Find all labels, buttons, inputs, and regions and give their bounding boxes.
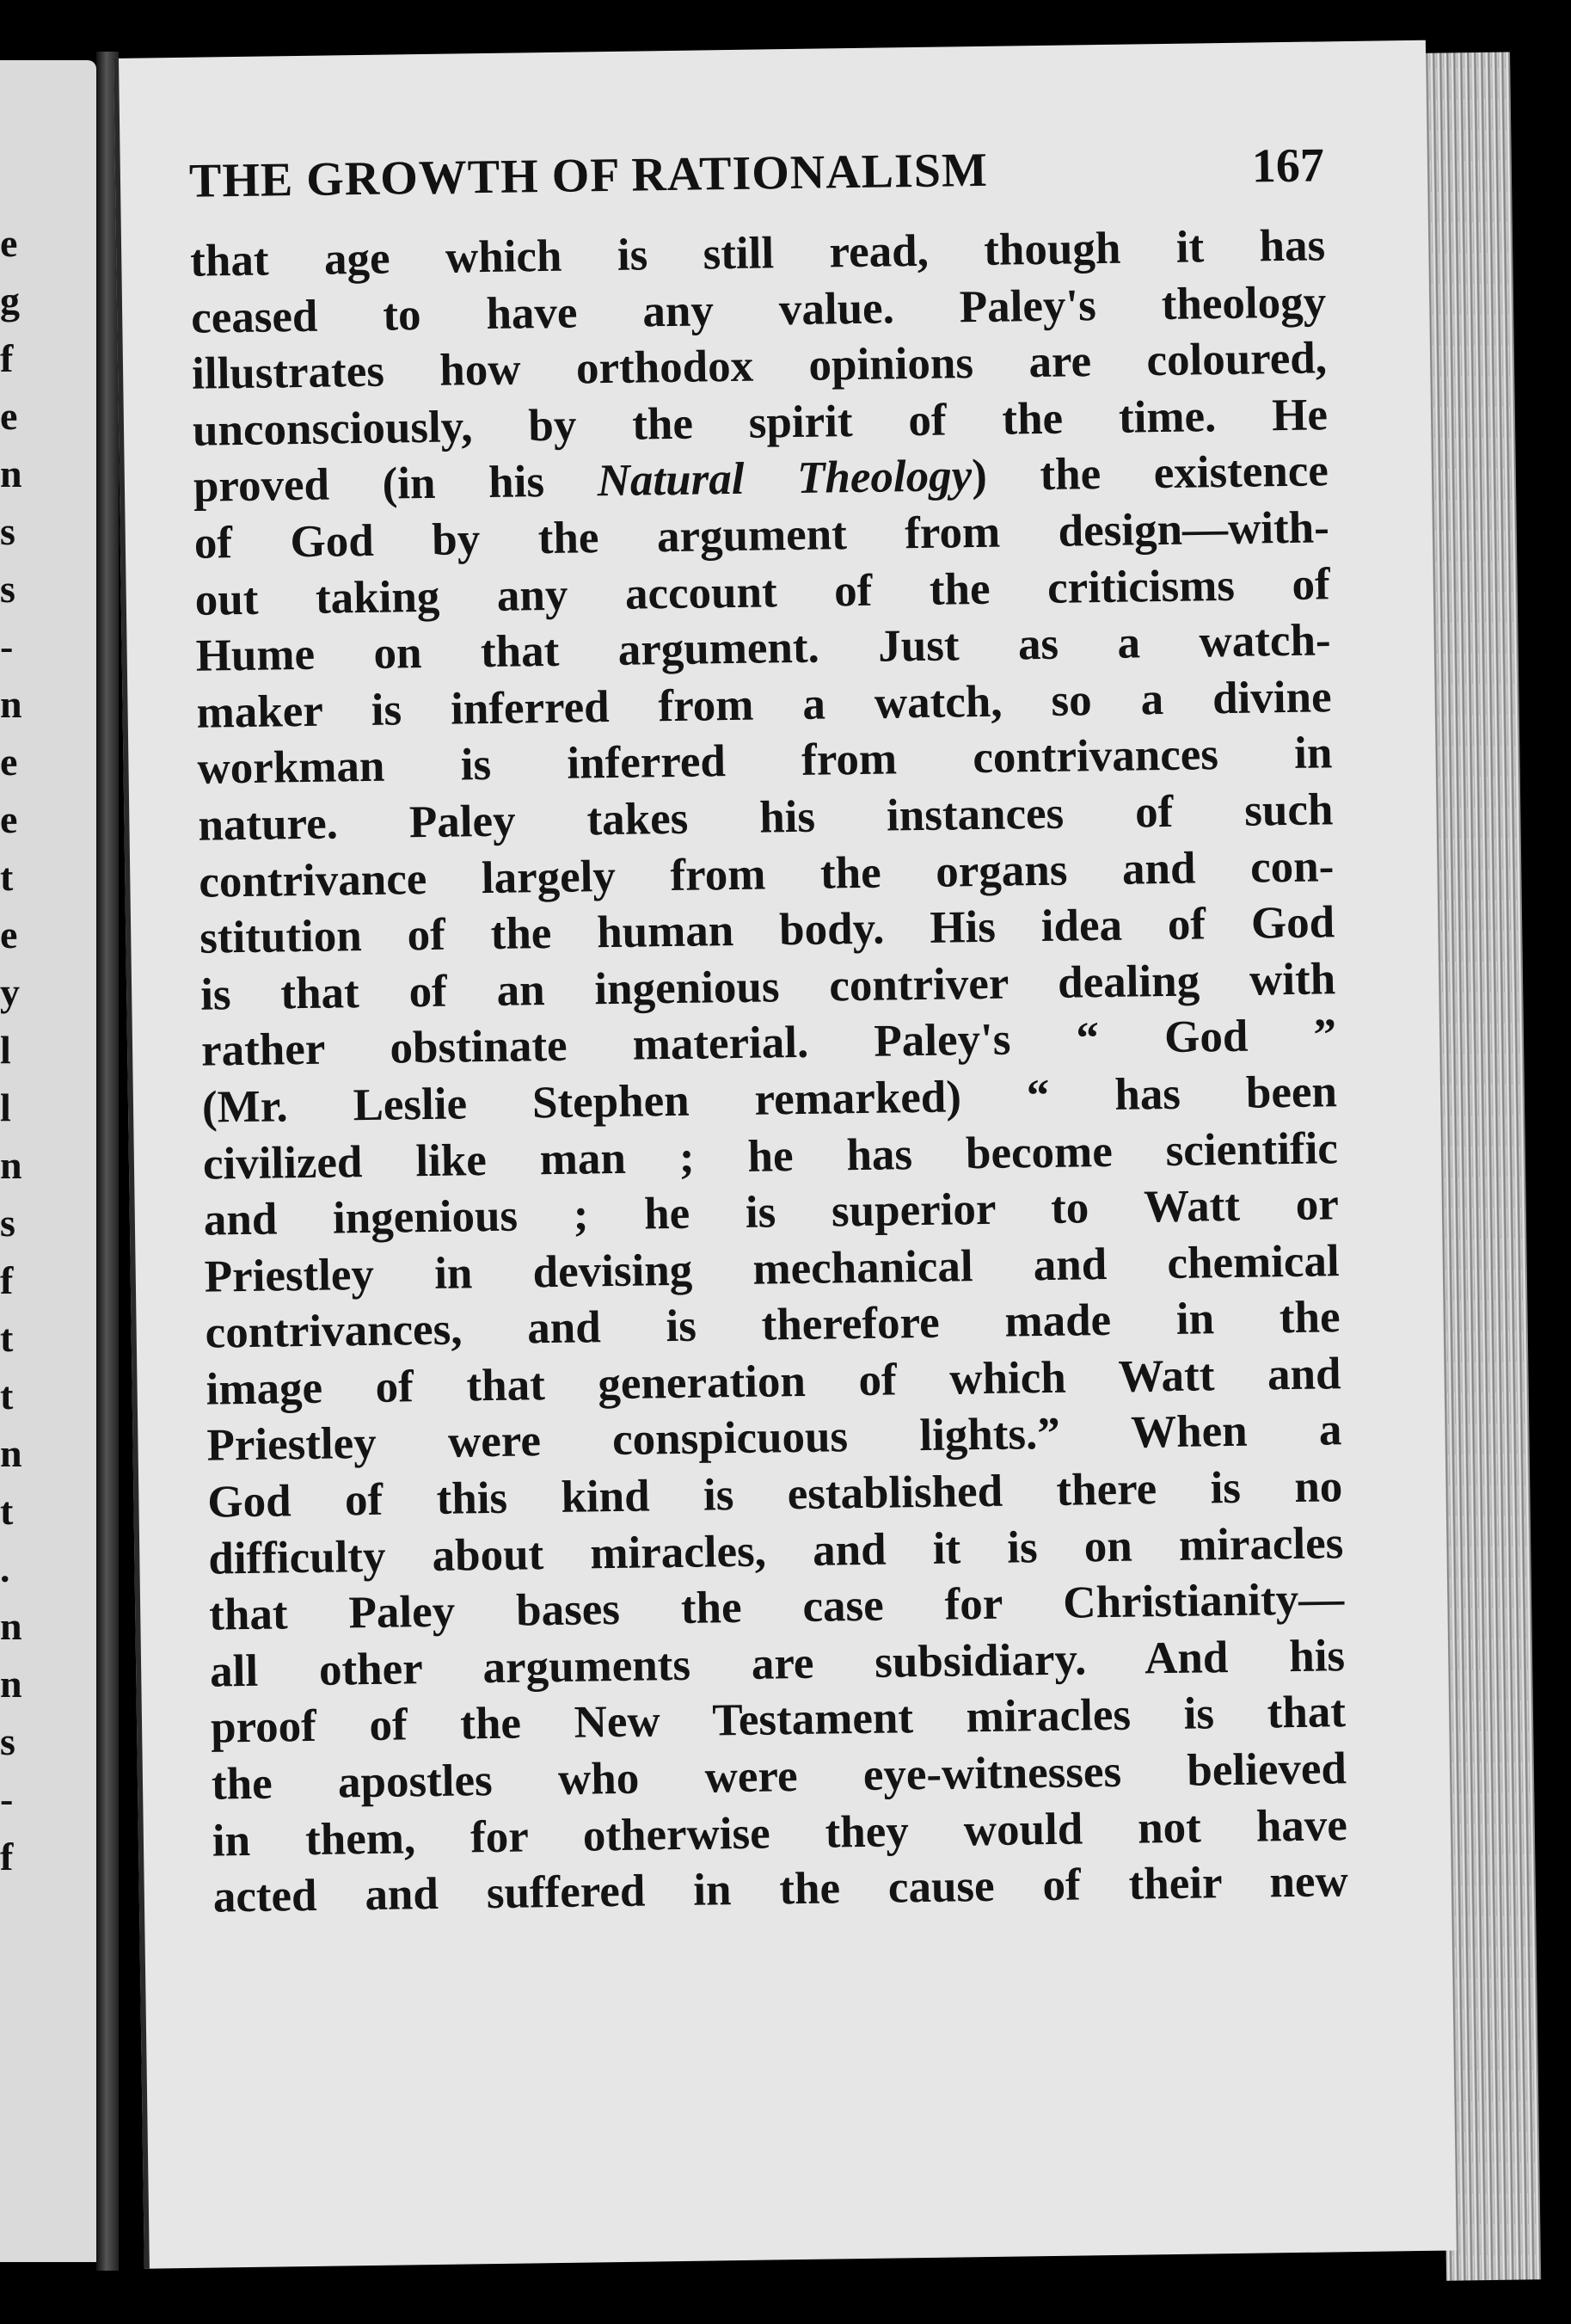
facing-page-letter: s	[0, 1201, 15, 1245]
facing-page-letter: e	[0, 913, 18, 956]
facing-page-text-edge	[0, 60, 26, 2262]
facing-page-letter: .	[0, 1546, 10, 1590]
text-line: the apostles who were eye-witnesses believed	[211, 1743, 1347, 1810]
body-text	[190, 218, 1348, 1926]
text-line: of God by the argument from design—with-	[193, 502, 1330, 569]
facing-page-letter: -	[0, 1777, 14, 1821]
text-line: image of that generation of which Watt and	[206, 1349, 1341, 1415]
text-line: difficulty about miracles, and it is on miracles	[207, 1517, 1344, 1584]
facing-page-letter: f	[0, 1258, 14, 1302]
page-header	[189, 138, 1325, 222]
facing-page-letter: l	[0, 1028, 11, 1072]
text-line: is that of an ingenious contriver dealing with	[199, 953, 1336, 1020]
facing-page-letter: n	[0, 452, 22, 495]
text-line: all other arguments are subsidiary. And his	[209, 1631, 1346, 1697]
facing-page-letter: n	[0, 1604, 22, 1648]
text-line: Priestley in devising mechanical and chemical	[204, 1235, 1341, 1302]
facing-page-letter: e	[0, 394, 18, 438]
text-line: nature. Paley takes his instances of such	[198, 784, 1334, 851]
text-segment: proved (in his	[193, 456, 598, 513]
facing-page-letter: t	[0, 1374, 14, 1417]
text-line: illustrates how orthodox opinions are coloured,	[191, 333, 1328, 399]
facing-page-letter: -	[0, 624, 14, 668]
facing-page-letter: t	[0, 1489, 14, 1533]
facing-page	[0, 60, 96, 2262]
text-line: acted and suffered in the cause of their new	[212, 1856, 1349, 1922]
text-line: proof of the New Testament miracles is that	[210, 1687, 1347, 1754]
facing-page-letter: g	[0, 279, 20, 323]
book-page	[114, 40, 1457, 2269]
facing-page-letter: n	[0, 1431, 22, 1475]
text-line: workman is inferred from contrivances in	[197, 728, 1333, 795]
text-line: and ingenious ; he is superior to Watt or	[203, 1179, 1340, 1245]
facing-page-letter: t	[0, 855, 14, 899]
text-line: God of this kind is established there is no	[207, 1461, 1343, 1528]
text-line: in them, for otherwise they would not have	[212, 1799, 1348, 1866]
text-line: maker is inferred from a watch, so a divine	[196, 672, 1332, 738]
text-line: rather obstinate material. Paley's “ God ”	[200, 1010, 1337, 1076]
text-line: Priestley were conspicuous lights.” When a	[206, 1405, 1342, 1472]
facing-page-letter: s	[0, 509, 15, 553]
facing-page-letter: e	[0, 221, 18, 265]
facing-page-letter: e	[0, 797, 18, 841]
facing-page-letter: l	[0, 1085, 11, 1129]
facing-page-letter: e	[0, 740, 18, 784]
text-line: Hume on that argument. Just as a watch-	[195, 615, 1331, 681]
facing-page-letter: y	[0, 970, 20, 1014]
text-segment: ) the existence	[971, 446, 1329, 501]
facing-page-letter: f	[0, 336, 14, 380]
page-number: 167	[1251, 138, 1325, 194]
text-line: out taking any account of the criticisms of	[194, 558, 1331, 625]
text-line: civilized like man ; he has become scientific	[202, 1122, 1339, 1190]
facing-page-letter: s	[0, 567, 15, 611]
facing-page-letter: n	[0, 1143, 22, 1187]
text-line: ceased to have any value. Paley's theology	[190, 276, 1327, 343]
text-line: that age which is still read, though it has	[189, 220, 1326, 286]
running-head: THE GROWTH OF RATIONALISM	[188, 143, 989, 208]
text-line: stitution of the human body. His idea of God	[199, 897, 1335, 963]
facing-page-letter: n	[0, 1662, 22, 1706]
text-line: unconsciously, by the spirit of the time. He	[192, 390, 1329, 456]
text-line: (Mr. Leslie Stephen remarked) “ has been	[201, 1067, 1338, 1133]
book-title: Natural Theology	[597, 451, 973, 507]
facing-page-letter: f	[0, 1835, 14, 1878]
facing-page-letter: s	[0, 1719, 15, 1763]
text-line: contrivances, and is therefore made in the	[205, 1292, 1341, 1358]
facing-page-letter: n	[0, 682, 22, 726]
text-line: contrivance largely from the organs and con-	[198, 840, 1335, 907]
facing-page-letter: t	[0, 1316, 14, 1360]
text-line: that Paley bases the case for Christianity—	[208, 1574, 1345, 1640]
book-gutter	[96, 52, 119, 2271]
